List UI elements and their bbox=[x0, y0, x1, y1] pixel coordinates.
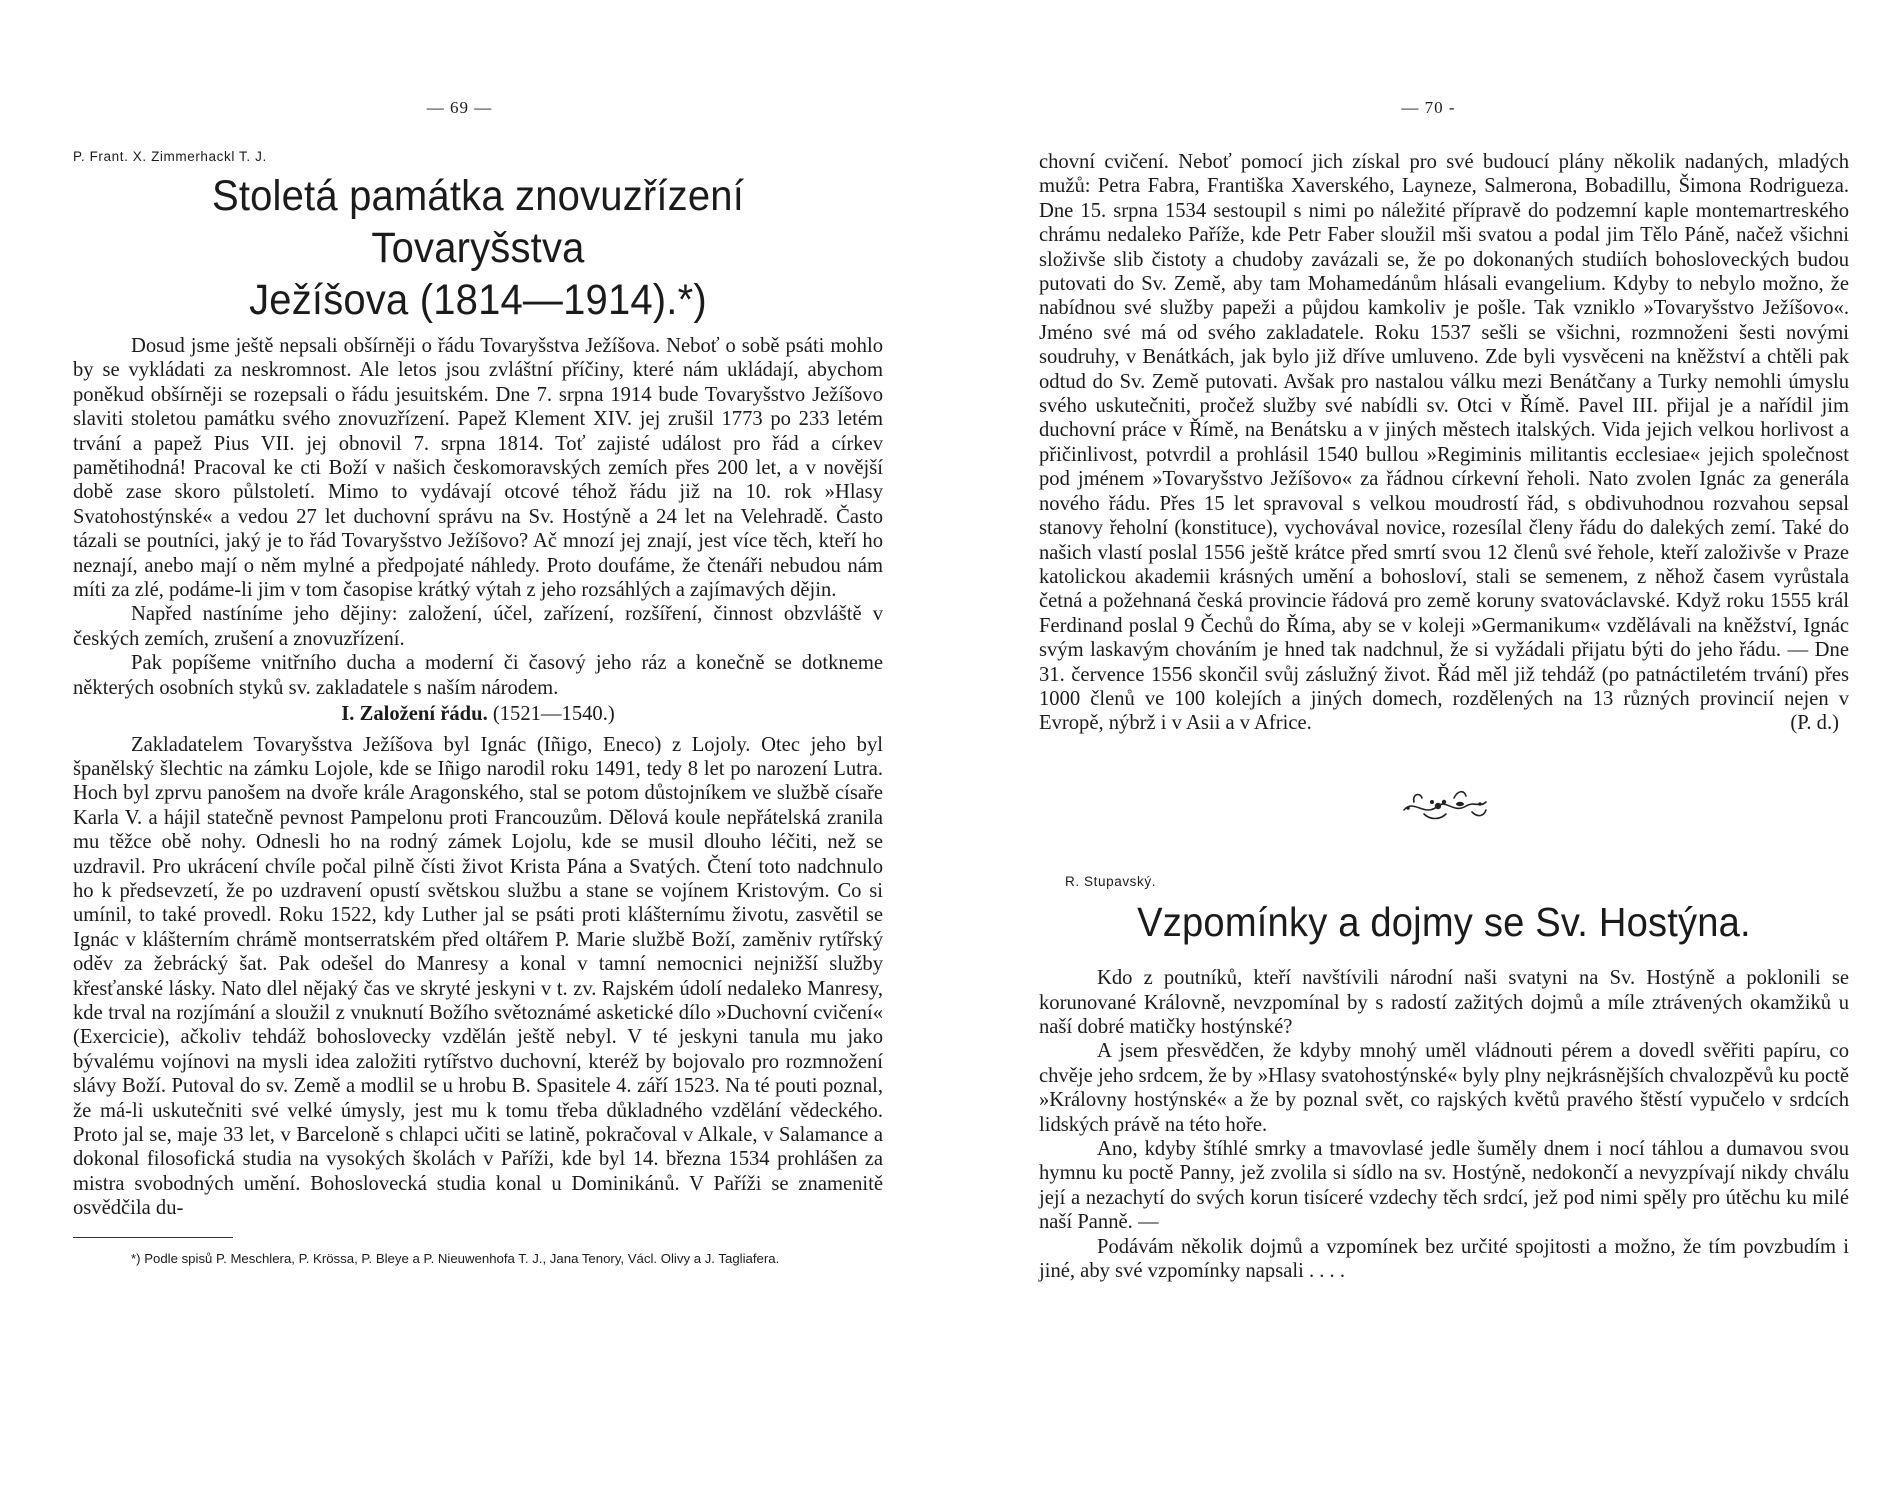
right-page bbox=[949, 0, 1898, 1500]
continuation-text: chovní cvičení. Neboť pomocí jich získal pro své budoucí plány několik nadaných, mladých mužů: Petra Fabra, Františka Xaverského, Layneze, Salmerona, Bobadillu, Šimona Rodrigueza. Dne 15. srpna 1534 sestoupil s nimi po náležité přípravě do podzemní kaple montemartreského chrámu nedaleko Paříže, kde Petr Faber sloužil mši svatou a podal jim Tělo Páně, načež všichni složivše slib čistoty a chudoby zavázali se, že po dokonaných studiích bohosloveckých budou putovati do Sv. Země, aby tam Mohamedánům hlásali evangelium. Kdyby to nebylo možno, že nabídnou své služby papeži a půjdou kamkoliv je pošle. Tak vzniklo »Tovaryšstvo Ježíšovo«. Jméno své má od svého zakladatele. Roku 1537 sešli se všichni, rozmnoženi šesti novými soudruhy, v Benátkách, jak bylo již dříve umluveno. Zde byli vysvěceni na kněžství a chtěli pak odtud do Sv. Země putovati. Avšak pro nastalou válku mezi Benátčany a Turky nemohli úmyslu svého uskutečniti, pročež služby své nabídli sv. Otci v Římě. Pavel III. přijal je a nařídil jim duchovní práce v Římě, na Benátsku a v jiných městech italských. Vida jejich velkou horlivost a přičinlivost, potvrdil a prohlásil 1540 bullou »Regiminis militantis ecclesiae« jejich společnost pod jménem »Tovaryšstvo Ježíšovo« za řádnou církevní řeholi. Nato zvolen Ignác za generála nového řádu. Přes 15 let spravoval s velkou moudrostí řád, s obdivuhodnou rozvahou sepsal stanovy řeholní (konstituce), vychovával novice, rozesílal členy řádu do dalekých zemí. Také do našich vlastí poslal 1556 ještě krátce před smrtí svou 12 členů své řehole, kteří založivše v Praze katolickou akademii krásných umění a bohosloví, stali se semenem, z něhož časem vyrůstala četná a požehnaná česká provincie řádová pro země koruny svatováclavské. Když roku 1555 král Ferdinand poslal 9 Čechů do Říma, aby se v koleji »Germanikum« vzdělávali na kněžství, Ignác svým laskavým chováním je hned tak nadchnul, že si vyžádali přijatu býti do jeho řádu. — Dne 31. července 1556 skončil svůj záslužný život. Řád měl již tehdáž (po patnáctiletém trvání) přes 1000 členů ve 100 kolejích a jiných domech, rozdělených na 13 různých provincií nejen v Evropě, nýbrž i v Asii a v Africe. bbox=[1039, 151, 1849, 735]
article-title-jesuits bbox=[101, 170, 854, 326]
section-heading-bold: I. Založení řádu. bbox=[341, 703, 488, 726]
paragraph-founding: Zakladatelem Tovaryšstva Ježíšova byl Ignác (Iñigo, Eneco) z Lojoly. Otec jeho byl španělský šlechtic na zámku Lojole, kde se Iñigo narodil roku 1491, tedy 8 let po narození Lutra. Hoch byl zprvu panošem na dvoře krále Aragonského, stal se potom důstojníkem ve službě císaře Karla V. a hájil statečně pevnost Pampelonu proti Francouzům. Dělová koule nepřátelská zranila mu těžce obě nohy. Odnesli ho na rodný zámek Lojolu, kde se musil dlouho léčiti, než se uzdravil. Pro ukrácení chvíle počal pilně čísti život Krista Pána a Svatých. Čtení toto nadchnulo ho k předsevzetí, že po uzdravení opustí světskou službu a stane se vojínem Kristovým. Co si umínil, to také provedl. Roku 1522, kdy Luther jal se psáti proti klášternímu životu, zasvětil se Ignác v klášterním chrámě montserratském před oltářem P. Marie službě Boží, zaměniv rytířský oděv za žebrácký šat. Pak odešel do Manresy a konal v tamní nemocnici nejnižší služby křesťanské lásky. Nato dlel nějaký čas ve skryté jeskyni v t. zv. Rajském údolí nedaleko Manresy, kde trval na rozjímání a sloužil z vnuknutí Božího světoznámé asketické dílo »Duchovní cvičení« (Exercicie), ačkoliv tehdáž bohoslovecky vzdělán ještě nebyl. V té jeskyni tanula mu jako bývalému vojínovi na mysli idea založiti rytířstvo duchovní, kteréž by bojovalo pro rozmnožení slávy Boží. Putoval do sv. Země a modlil se u hrobu B. Spasitele 4. září 1523. Na té pouti poznal, že má-li uskutečniti své velké úmysly, jest mu k tomu třeba důkladného vzdělání vědeckého. Proto jal se, maje 33 let, v Barceloně s chlapci učiti se latině, pokračoval v Alkale, v Salamance a dokonal filosofická studia na vysokých školách v Paříži, kde byl 14. března 1534 prohlášen za mistra svobodných umění. Bohoslovecká studia konal u Dominikánů. V Paříži se znamenitě osvědčila du- bbox=[73, 733, 883, 1220]
article-title-hostyn: Vzpomínky a dojmy se Sv. Hostýna. bbox=[1137, 899, 1751, 946]
continued-mark: (P. d.) bbox=[1790, 712, 1839, 735]
page-number-right: — 70 - bbox=[1401, 98, 1456, 117]
paragraph-memories: Podávám několik dojmů a vzpomínek bez určité spojitosti a možno, že tím povzbudím i jiné, aby své vzpomínky napsali . . . . bbox=[1039, 1235, 1849, 1283]
left-column bbox=[73, 148, 883, 1269]
floral-vignette-icon bbox=[1394, 784, 1494, 826]
section-heading bbox=[73, 702, 883, 726]
right-column bbox=[1039, 150, 1849, 1283]
paragraph-intro: Dosud jsme ještě nepsali obšírněji o řádu Tovaryšstva Ježíšova. Neboť o sobě psáti mohlo by se vykládati za neskromnost. Ale letos jsou zvláštní příčiny, které nám ukládají, abychom poněkud obšírněji se rozepsali o řádu jesuitském. Dne 7. srpna 1914 bude Tovaryšstvo Ježíšovo slaviti stoletou památku svého znovuzřízení. Papež Klement XIV. jej zrušil 1773 po 233 letém trvání a papež Pius VII. jej obnovil 7. srpna 1814. Toť zajisté událost pro řád a církev pamětihodná! Pracoval ke cti Boží v našich českomoravských zemích přes 200 let, a v novější době zase skoro půlstoletí. Mimo to vydávají otcové téhož řádu již na 10. rok »Hlasy Svatohostýnské« a vedou 27 let duchovní správu na Sv. Hostýně a 24 let na Velehradě. Často tázali se poutníci, jaký je to řád Tovaryšstvo Ježíšovo? Ač mnozí jej znají, jest více těch, kteří ho neznají, anebo mají o něm mylné a předpojaté náhledy. Proto doufáme, že čtenáři nebudou nám míti za zlé, podáme-li jim v tom časopise krátký výtah z jeho rozsáhlých a zajímavých dějin. bbox=[73, 335, 883, 602]
byline-right: R. Stupavský. bbox=[1065, 873, 1157, 889]
paragraph-conviction: A jsem přesvědčen, že kdyby mnohý uměl vládnouti pérem a dovedl svěřiti papíru, co chvěje jeho srdcem, že by »Hlasy svatohostýnské« byly plny nejkrásnějších chvalozpěvů ku poctě »Královny hostýnské« a že by poznal svět, co rajských květů pravého štěstí vypučelo v srdcích lidských právě na této hoře. bbox=[1039, 1040, 1849, 1136]
paragraph-forest: Ano, kdyby štíhlé smrky a tmavovlasé jedle šuměly dnem i nocí táhlou a dumavou svou hymnu ku poctě Panny, jež zvolila si sídlo na sv. Hostýně, nedokončí a nevyzpívají nikdy chválu její a nezachytí do svých korun tisíceré vzdechy těch srdcí, jež pod nimi spěly pro útěchu ku milé naší Panně. — bbox=[1039, 1138, 1849, 1234]
paragraph-outline-spirit: Pak popíšeme vnitřního ducha a moderní či časový jeho ráz a konečně se dotkneme některých osobních styků sv. zakladatele s naším národem. bbox=[73, 652, 883, 699]
paragraph-pilgrims: Kdo z poutníků, kteří navštívili národní naši svatyni na Sv. Hostýně a poklonili se korunované Královně, nevzpomínal by s radostí zažitých dojmů a míle ztrávených okamžiků u naší dobré matičky hostýnské? bbox=[1039, 967, 1849, 1038]
page-number-left: — 69 — bbox=[426, 98, 493, 117]
footnote-divider bbox=[73, 1237, 233, 1238]
title-line-1: Stoletá památka znovuzřízení Tovaryšstva bbox=[211, 172, 745, 272]
paragraph-continuation bbox=[1039, 150, 1849, 736]
title-line-2: Ježíšova (1814—1914).*) bbox=[249, 276, 707, 324]
paragraph-outline-history: Napřed nastíníme jeho dějiny: založení, účel, zařízení, rozšíření, činnost obzvláště v českých zemích, zrušení a znovuzřízení. bbox=[73, 603, 883, 650]
footnote: *) Podle spisů P. Meschlera, P. Krössa, P. Bleye a P. Nieuwenhofa T. J., Jana Tenory, Václ. Olivy a J. Tagliafera. bbox=[131, 1250, 780, 1266]
section-heading-dates: (1521—1540.) bbox=[487, 703, 615, 726]
byline-left: P. Frant. X. Zimmerhackl T. J. bbox=[73, 149, 267, 164]
